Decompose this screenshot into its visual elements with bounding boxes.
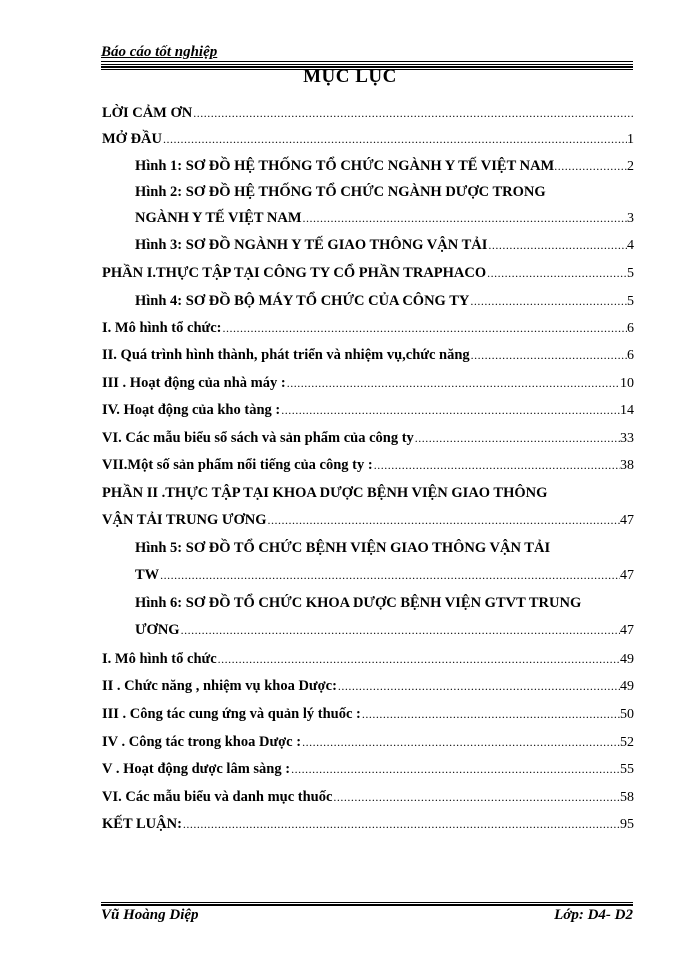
toc-entry-text: I. Mô hình tổ chức [102,651,217,667]
footer-rule [101,902,633,903]
toc-page-number: 1 [627,132,634,147]
toc-leader [217,648,620,670]
toc-entry[interactable] [135,207,634,229]
toc-leader [486,262,627,284]
toc-page-number: 47 [620,513,634,528]
toc-entry[interactable] [102,813,634,835]
toc-page-number: 55 [620,762,634,777]
toc-page-number: 4 [627,238,634,253]
toc-leader [290,758,620,780]
toc-entry[interactable] [102,758,634,780]
toc-leader [162,128,627,150]
toc-page-number: 5 [627,266,634,281]
toc-entry-text: KẾT LUẬN: [102,816,182,832]
toc-entry[interactable] [102,648,634,670]
toc-entry[interactable] [135,592,634,614]
toc-leader [301,731,620,753]
toc-leader [469,290,627,312]
footer-author: Vũ Hoàng Diệp [101,907,199,923]
toc-leader [280,399,620,421]
toc-entry-text: NGÀNH Y TẾ VIỆT NAM [135,210,302,226]
toc-leader [180,619,620,641]
toc-entry[interactable] [135,181,634,203]
toc-entry[interactable] [102,675,634,697]
toc-entry[interactable] [102,128,634,150]
toc-entry[interactable] [135,290,634,312]
toc-page-number: 6 [627,348,634,363]
toc-entry-text: MỞ ĐẦU [102,131,163,147]
toc-leader [337,675,620,697]
toc-entry-text: Hình 5: SƠ ĐỒ TỔ CHỨC BỆNH VIỆN GIAO THÔNG VẬN TẢI [135,540,551,556]
toc-entry-text: III . Công tác cung ứng và quản lý thuốc : [102,706,361,722]
toc-leader [192,102,634,124]
toc-entry[interactable] [102,399,634,421]
toc-leader [332,786,620,808]
toc-entry-text: V . Hoạt động dược lâm sàng : [102,761,291,777]
toc-page-number: 2 [627,159,634,174]
toc-page-number: 14 [620,403,634,418]
toc-leader [159,564,620,586]
toc-entry[interactable] [102,317,634,339]
toc-entry-text: ƯƠNG [135,622,180,638]
toc-entry-text: VẬN TẢI TRUNG ƯƠNG [102,512,267,528]
toc-entry[interactable] [135,564,634,586]
toc-leader [286,372,620,394]
toc-leader [302,207,627,229]
toc-entry-text: VI. Các mẫu biểu sổ sách và sản phẩm của công ty [102,430,414,446]
toc-entry-text: PHẦN I.THỰC TẬP TẠI CÔNG TY CỔ PHẦN TRAPHACO [102,265,487,281]
toc-entry[interactable] [102,372,634,394]
toc-page-number: 49 [620,679,634,694]
toc-page-number: 47 [620,568,634,583]
toc-entry[interactable] [102,703,634,725]
toc-entry-text: II . Chức năng , nhiệm vụ khoa Dược: [102,678,337,694]
toc-leader [414,427,620,449]
toc-entry-text: PHẦN II .THỰC TẬP TẠI KHOA DƯỢC BỆNH VIỆN GIAO THÔNG [102,485,548,501]
toc-page-number: 6 [627,321,634,336]
toc-entry-text: IV. Hoạt động của kho tàng : [102,402,281,418]
toc-entry[interactable] [102,102,634,124]
toc-entry-text: LỜI CẢM ƠN [102,105,193,121]
toc-page-number: 5 [627,294,634,309]
toc-leader [266,509,620,531]
toc-entry-text: II. Quá trình hình thành, phát triển và nhiệm vụ,chức năng [102,347,470,363]
toc-leader [361,703,620,725]
toc-entry[interactable] [135,234,634,256]
toc-entry[interactable] [102,482,634,504]
toc-entry[interactable] [102,344,634,366]
toc-entry[interactable] [102,262,634,284]
toc-entry[interactable] [135,155,634,177]
toc-entry[interactable] [135,619,634,641]
toc-entry-text: VI. Các mẫu biểu và danh mục thuốc [102,789,333,805]
toc-entry[interactable] [135,537,634,559]
toc-entry[interactable] [102,786,634,808]
toc-leader [373,454,620,476]
toc-entry[interactable] [102,731,634,753]
toc-leader [554,155,627,177]
page-title: MỤC LỤC [303,66,397,87]
toc-leader [182,813,620,835]
header-title: Báo cáo tốt nghiệp [101,44,218,60]
toc-entry-text: III . Hoạt động của nhà máy : [102,375,286,391]
toc-page-number: 38 [620,458,634,473]
toc-entry-text: IV . Công tác trong khoa Dược : [102,734,302,750]
toc-entry-text: Hình 2: SƠ ĐỒ HỆ THỐNG TỔ CHỨC NGÀNH DƯỢC TRONG [135,184,546,200]
footer-class: Lớp: D4- D2 [554,907,633,923]
toc-entry-text: Hình 3: SƠ ĐỒ NGÀNH Y TẾ GIAO THÔNG VẬN TẢI [135,237,488,253]
toc-entry-text: Hình 1: SƠ ĐỒ HỆ THỐNG TỔ CHỨC NGÀNH Y TẾ VIỆT NAM [135,158,555,174]
toc-page-number: 10 [620,376,634,391]
toc-page-number: 47 [620,623,634,638]
toc-entry[interactable] [102,509,634,531]
toc-leader [221,317,627,339]
footer-rule [101,904,633,906]
toc-leader [470,344,627,366]
toc-page-number: 52 [620,735,634,750]
toc-entry-text: VII.Một số sản phẩm nổi tiếng của công ty : [102,457,373,473]
toc-entry-text: I. Mô hình tổ chức: [102,320,222,336]
toc-page-number: 58 [620,790,634,805]
toc-entry-text: TW [135,567,160,583]
toc-entry[interactable] [102,454,634,476]
toc-leader [487,234,627,256]
toc-entry-text: Hình 4: SƠ ĐỒ BỘ MÁY TỔ CHỨC CỦA CÔNG TY [135,293,470,309]
toc-page-number: 95 [620,817,634,832]
toc-page-number: 49 [620,652,634,667]
toc-page-number: 3 [627,211,634,226]
toc-entry[interactable] [102,427,634,449]
toc-entry-text: Hình 6: SƠ ĐỒ TỔ CHỨC KHOA DƯỢC BỆNH VIỆN GTVT TRUNG [135,595,582,611]
toc-page-number: 50 [620,707,634,722]
toc-page-number: 33 [620,431,634,446]
